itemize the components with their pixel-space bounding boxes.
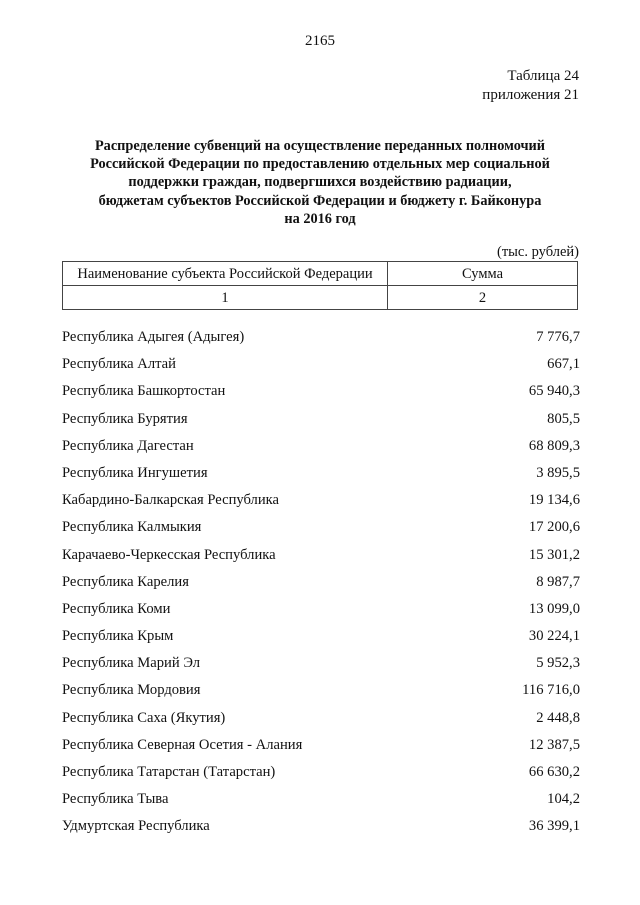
subject-name: Республика Карелия: [62, 573, 189, 590]
table-row: [62, 492, 580, 519]
title-line: Распределение субвенций на осуществление переданных полномочий: [94, 138, 546, 154]
subject-name: Республика Тыва: [62, 791, 169, 808]
amount-value: 5 952,3: [536, 655, 580, 672]
amount-value: 17 200,6: [528, 519, 580, 536]
amount-value: 2 448,8: [536, 709, 580, 726]
amount-value: 805,5: [547, 410, 580, 427]
title-line: на 2016 год: [284, 210, 356, 227]
subject-name: Республика Калмыкия: [62, 519, 202, 536]
amount-value: 30 224,1: [528, 628, 580, 645]
subject-name: Удмуртская Республика: [62, 818, 210, 835]
amount-value: 7 776,7: [536, 329, 580, 345]
table-row: [62, 519, 580, 546]
amount-value: 667,1: [547, 356, 580, 373]
subject-name: Республика Алтай: [62, 356, 176, 373]
amount-value: 66 630,2: [528, 764, 580, 780]
table-row: [62, 628, 580, 655]
table-row: [62, 764, 580, 791]
title-line: бюджетам субъектов Российской Федерации и бюджету г. Байконура: [98, 192, 542, 209]
subject-name: Республика Крым: [62, 628, 174, 645]
title-line: Российской Федерации по предоставлению отдельных мер социальной: [90, 156, 550, 173]
table-row: [62, 710, 580, 737]
table-row: [62, 601, 580, 628]
subject-name: Республика Мордовия: [62, 682, 201, 699]
amount-value: 104,2: [547, 791, 580, 808]
subject-name: Республика Саха (Якутия): [62, 709, 226, 726]
table-row: [62, 682, 580, 709]
subject-name: Республика Марий Эл: [62, 655, 201, 672]
subject-name: Республика Бурятия: [62, 410, 188, 427]
table-row: [62, 411, 580, 438]
subject-name: Республика Северная Осетия - Алания: [62, 736, 303, 753]
amount-value: 36 399,1: [528, 818, 580, 835]
table-row: [62, 438, 580, 465]
amount-value: 13 099,0: [528, 600, 580, 617]
amount-value: 19 134,6: [528, 492, 580, 509]
subject-name: Республика Ингушетия: [62, 464, 208, 481]
table-body: [62, 329, 580, 846]
table-row: [62, 465, 580, 492]
document-title: [40, 137, 600, 228]
subject-name: Республика Дагестан: [62, 437, 194, 454]
annex-reference: [482, 67, 579, 105]
units-label: (тыс. рублей): [497, 244, 579, 260]
header-subject-name: Наименование субъекта Российской Федерации: [63, 262, 388, 286]
column-number-1: 1: [63, 286, 388, 310]
table-row: [62, 356, 580, 383]
amount-value: 8 987,7: [536, 573, 580, 590]
subject-name: Карачаево-Черкесская Республика: [62, 546, 276, 563]
table-row: [62, 574, 580, 601]
amount-value: 116 716,0: [522, 682, 580, 699]
table-number: Таблица 24: [507, 68, 579, 84]
table-row: [62, 737, 580, 764]
column-number-row: [63, 286, 578, 310]
page-number: 2165: [305, 33, 335, 49]
amount-value: 65 940,3: [528, 383, 580, 400]
table-header: [62, 261, 578, 310]
table-row: [62, 818, 580, 845]
amount-value: 12 387,5: [528, 736, 580, 753]
subject-name: Республика Коми: [62, 600, 171, 617]
subject-name: Республика Башкортостан: [62, 383, 226, 400]
amount-value: 15 301,2: [528, 546, 580, 563]
table-row: [62, 655, 580, 682]
header-row: [63, 262, 578, 286]
table-row: [62, 329, 580, 356]
title-line: поддержки граждан, подвергшихся воздействию радиации,: [128, 174, 512, 191]
amount-value: 3 895,5: [536, 464, 580, 481]
amount-value: 68 809,3: [528, 437, 580, 454]
subject-name: Республика Адыгея (Адыгея): [62, 329, 245, 345]
subject-name: Кабардино-Балкарская Республика: [62, 492, 279, 509]
table-row: [62, 383, 580, 410]
table-row: [62, 791, 580, 818]
table-row: [62, 547, 580, 574]
column-number-2: 2: [388, 286, 578, 310]
header-amount: Сумма: [388, 262, 578, 286]
appendix-number: приложения 21: [482, 87, 579, 103]
subject-name: Республика Татарстан (Татарстан): [62, 764, 276, 780]
